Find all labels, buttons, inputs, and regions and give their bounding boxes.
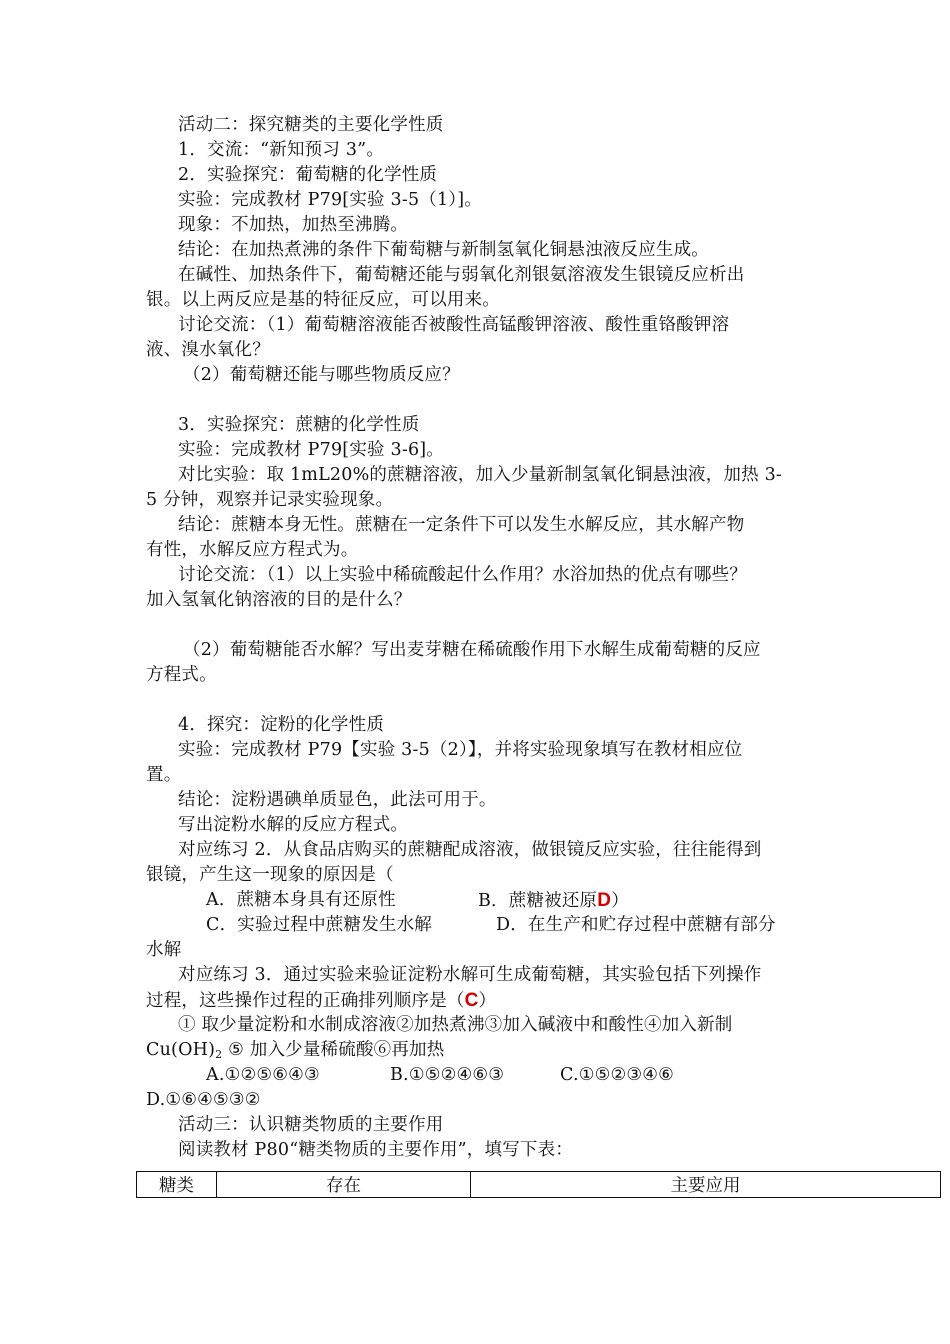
text-line bbox=[178, 513, 744, 538]
line-text: 3．实验探究：蔗糖的化学性质 bbox=[178, 415, 420, 435]
text-line bbox=[178, 313, 729, 338]
table-header-row bbox=[137, 1172, 941, 1198]
text-line bbox=[146, 863, 394, 888]
line-text: 水解 bbox=[146, 940, 182, 960]
table-header-application: 主要应用 bbox=[471, 1172, 941, 1198]
line-text: 结论：淀粉遇碘单质显色，此法可用于。 bbox=[178, 790, 497, 810]
line-text: 银。以上两反应是基的特征反应，可以用来。 bbox=[146, 290, 500, 310]
line-text: 实验：完成教材 P79[实验 3-6]。 bbox=[178, 440, 445, 460]
line-text: 对应练习 3．通过实验来验证淀粉水解可生成葡萄糖，其实验包括下列操作 bbox=[178, 965, 762, 985]
line-text: 过程，这些操作过程的正确排列顺序是（ bbox=[146, 991, 465, 1011]
line-text-continued: ⑤ 加入少量稀硫酸⑥再加热 bbox=[222, 1040, 445, 1060]
sugar-uses-table bbox=[136, 1171, 941, 1198]
line-text: 讨论交流：（1）葡萄糖溶液能否被酸性高锰酸钾溶液、酸性重铬酸钾溶 bbox=[178, 315, 730, 335]
line-text: B．蔗糖被还原 bbox=[478, 891, 598, 911]
line-text: 2．实验探究：葡萄糖的化学性质 bbox=[178, 165, 438, 185]
line-text: C．实验过程中蔗糖发生水解 bbox=[206, 915, 432, 935]
line-text: B.①⑤②④⑥③ bbox=[390, 1065, 505, 1085]
line-text: 方程式。 bbox=[146, 665, 217, 685]
text-line bbox=[146, 538, 358, 563]
table-header-sugar: 糖类 bbox=[137, 1172, 217, 1198]
text-line bbox=[178, 263, 744, 288]
line-text: A．蔗糖本身具有还原性 bbox=[206, 890, 396, 910]
table-header-existence: 存在 bbox=[217, 1172, 471, 1198]
text-line bbox=[178, 138, 384, 163]
text-line bbox=[146, 763, 181, 788]
answer-mark: D bbox=[597, 890, 612, 911]
text-line bbox=[146, 588, 412, 613]
line-text: （2）葡萄糖还能与哪些物质反应？ bbox=[183, 365, 460, 385]
line-text: A.①②⑤⑥④③ bbox=[206, 1065, 320, 1085]
line-text: 活动三：认识糖类物质的主要作用 bbox=[178, 1115, 444, 1135]
text-line bbox=[183, 363, 460, 388]
text-line bbox=[178, 738, 742, 763]
line-text: 实验：完成教材 P79[实验 3-5（1）]。 bbox=[178, 190, 482, 210]
line-text: 在碱性、加热条件下，葡萄糖还能与弱氧化剂银氨溶液发生银镜反应析出 bbox=[178, 265, 745, 285]
line-text: 现象：不加热，加热至沸腾。 bbox=[178, 215, 409, 235]
line-text: 结论：在加热煮沸的条件下葡萄糖与新制氢氧化铜悬浊液反应生成。 bbox=[178, 240, 709, 260]
line-text: 1．交流：“新知预习 3”。 bbox=[178, 140, 385, 160]
line-text: 银镜，产生这一现象的原因是（ bbox=[146, 865, 394, 885]
line-text: D.①⑥④⑤③② bbox=[146, 1090, 261, 1110]
text-line bbox=[178, 838, 762, 863]
line-text: 置。 bbox=[146, 765, 182, 785]
text-line bbox=[178, 1113, 444, 1138]
line-text: 5 分钟，观察并记录实验现象。 bbox=[146, 490, 394, 510]
line-text: （2）葡萄糖能否水解？写出麦芽糖在稀硫酸作用下水解生成葡萄糖的反应 bbox=[183, 640, 761, 660]
text-line bbox=[146, 988, 496, 1014]
text-line bbox=[178, 1013, 732, 1038]
line-text: ① 取少量淀粉和水制成溶液②加热煮沸③加入碱液中和酸性④加入新制 bbox=[178, 1015, 733, 1035]
text-line bbox=[146, 938, 181, 963]
text-line bbox=[478, 888, 629, 914]
line-text: 结论：蔗糖本身无性。蔗糖在一定条件下可以发生水解反应，其水解产物 bbox=[178, 515, 745, 535]
text-line bbox=[146, 338, 270, 363]
text-line bbox=[146, 488, 393, 513]
text-line bbox=[178, 438, 444, 463]
text-line bbox=[146, 1088, 261, 1113]
line-text: 4．探究：淀粉的化学性质 bbox=[178, 715, 385, 735]
text-line bbox=[178, 188, 482, 213]
line-text: 加入氢氧化钠溶液的目的是什么？ bbox=[146, 590, 412, 610]
text-line bbox=[183, 638, 761, 663]
line-text: 实验：完成教材 P79【实验 3-5（2）】，并将实验现象填写在教材相应位 bbox=[178, 740, 743, 760]
subscript: 2 bbox=[215, 1048, 223, 1061]
answer-close-paren: ） bbox=[478, 991, 497, 1011]
text-line bbox=[178, 238, 709, 263]
text-line bbox=[390, 1063, 504, 1088]
line-text: 写出淀粉水解的反应方程式。 bbox=[178, 815, 409, 835]
text-line bbox=[178, 713, 384, 738]
line-text: 对比实验：取 1mL20%的蔗糖溶液，加入少量新制氢氧化铜悬浊液，加热 3- bbox=[178, 465, 783, 485]
line-text: 讨论交流：（1）以上实验中稀硫酸起什么作用？水浴加热的优点有哪些？ bbox=[178, 565, 747, 585]
line-text: 活动二：探究糖类的主要化学性质 bbox=[178, 115, 444, 135]
text-line bbox=[178, 163, 437, 188]
line-text: 阅读教材 P80“糖类物质的主要作用”，填写下表： bbox=[178, 1140, 573, 1160]
answer-mark: C bbox=[464, 990, 479, 1011]
line-text: C.①⑤②③④⑥ bbox=[560, 1065, 675, 1085]
answer-close-paren: ） bbox=[611, 891, 629, 911]
text-line bbox=[178, 113, 444, 138]
line-text: Cu(OH) bbox=[146, 1040, 216, 1060]
text-line bbox=[496, 913, 776, 938]
text-line bbox=[146, 663, 217, 688]
text-line bbox=[206, 913, 432, 938]
text-line bbox=[178, 213, 408, 238]
line-text: 对应练习 2．从食品店购买的蔗糖配成溶液，做银镜反应实验，往往能得到 bbox=[178, 840, 762, 860]
text-line bbox=[178, 813, 408, 838]
text-line bbox=[178, 963, 762, 988]
line-text: 液、溴水氧化？ bbox=[146, 340, 270, 360]
line-text: 有性，水解反应方程式为。 bbox=[146, 540, 359, 560]
text-line bbox=[206, 888, 396, 913]
text-line bbox=[206, 1063, 320, 1088]
text-line bbox=[560, 1063, 674, 1088]
line-text: D．在生产和贮存过程中蔗糖有部分 bbox=[496, 915, 776, 935]
text-line bbox=[178, 413, 419, 438]
text-line bbox=[178, 1138, 573, 1163]
text-line bbox=[178, 563, 747, 588]
text-line bbox=[178, 788, 497, 813]
text-line bbox=[178, 463, 782, 488]
text-line bbox=[146, 288, 500, 313]
